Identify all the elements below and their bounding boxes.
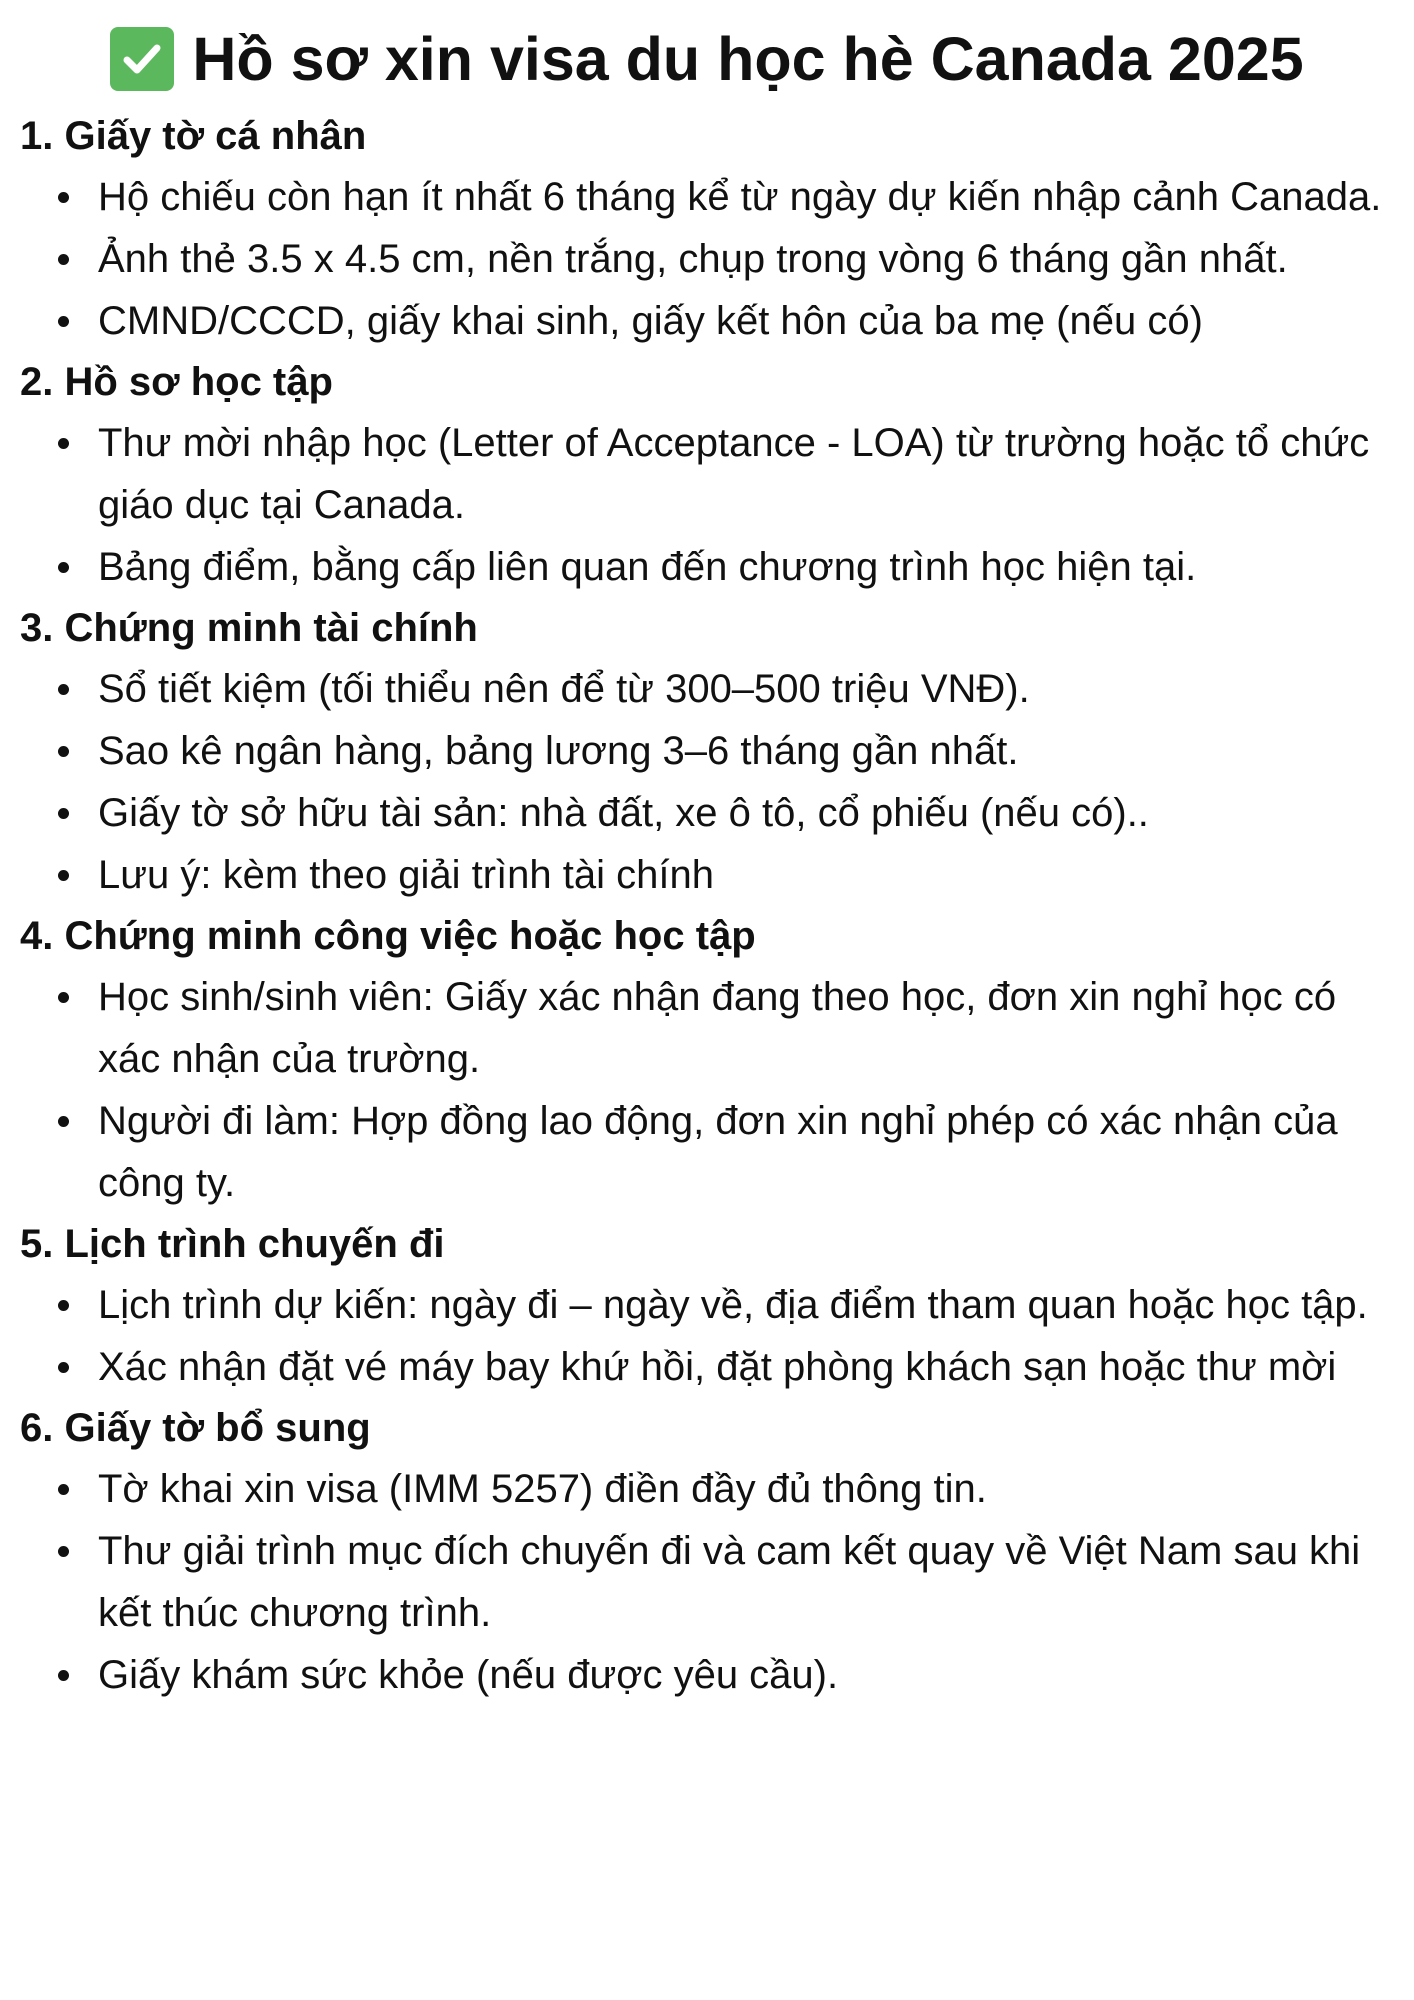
- list-item-text: Thư mời nhập học (Letter of Acceptance - LOA) từ trường hoặc tổ chức giáo dục tại Canada.: [98, 421, 1370, 527]
- bullet-icon: [58, 1484, 69, 1495]
- section-heading: 2. Hồ sơ học tập: [20, 360, 333, 404]
- list-item-text: Ảnh thẻ 3.5 x 4.5 cm, nền trắng, chụp trong vòng 6 tháng gần nhất.: [98, 237, 1288, 281]
- list-item-text: Hộ chiếu còn hạn ít nhất 6 tháng kể từ ngày dự kiến nhập cảnh Canada.: [98, 175, 1382, 219]
- bullet-icon: [58, 1362, 69, 1373]
- list-item-text: Lịch trình dự kiến: ngày đi – ngày về, địa điểm tham quan hoặc học tập.: [98, 1283, 1368, 1327]
- list-item: [20, 166, 1394, 228]
- section-heading: 3. Chứng minh tài chính: [20, 606, 478, 650]
- title-text: Hồ sơ xin visa du học hè Canada 2025: [192, 24, 1304, 93]
- list-item-text: Học sinh/sinh viên: Giấy xác nhận đang theo học, đơn xin nghỉ học có xác nhận của trường.: [98, 975, 1337, 1081]
- list-item-text: Xác nhận đặt vé máy bay khứ hồi, đặt phòng khách sạn hoặc thư mời: [98, 1345, 1337, 1389]
- bullet-icon: [58, 808, 69, 819]
- bullet-icon: [58, 1300, 69, 1311]
- section-heading: 1. Giấy tờ cá nhân: [20, 114, 367, 158]
- list-item-text: Sổ tiết kiệm (tối thiểu nên để từ 300–500 triệu VNĐ).: [98, 667, 1030, 711]
- check-mark-button-icon: [110, 27, 174, 91]
- bullet-list: [20, 1274, 1394, 1398]
- section: [20, 906, 1394, 1214]
- list-item: [20, 966, 1394, 1090]
- list-item-text: Sao kê ngân hàng, bảng lương 3–6 tháng gần nhất.: [98, 729, 1019, 773]
- section-heading: 4. Chứng minh công việc hoặc học tập: [20, 914, 756, 958]
- page-title: [20, 12, 1394, 106]
- list-item: [20, 1458, 1394, 1520]
- bullet-list: [20, 412, 1394, 598]
- bullet-icon: [58, 746, 69, 757]
- list-item: [20, 1274, 1394, 1336]
- bullet-list: [20, 966, 1394, 1214]
- list-item-text: Người đi làm: Hợp đồng lao động, đơn xin nghỉ phép có xác nhận của công ty.: [98, 1099, 1338, 1205]
- list-item: [20, 290, 1394, 352]
- section: [20, 1214, 1394, 1398]
- bullet-icon: [58, 1670, 69, 1681]
- bullet-list: [20, 166, 1394, 352]
- list-item: [20, 658, 1394, 720]
- list-item-text: Giấy tờ sở hữu tài sản: nhà đất, xe ô tô, cổ phiếu (nếu có)..: [98, 791, 1149, 835]
- bullet-icon: [58, 192, 69, 203]
- list-item-text: Thư giải trình mục đích chuyến đi và cam kết quay về Việt Nam sau khi kết thúc chương trình.: [98, 1529, 1361, 1635]
- bullet-icon: [58, 992, 69, 1003]
- list-item-text: Lưu ý: kèm theo giải trình tài chính: [98, 853, 714, 897]
- list-item: [20, 228, 1394, 290]
- bullet-icon: [58, 1116, 69, 1127]
- bullet-icon: [58, 1546, 69, 1557]
- list-item: [20, 1336, 1394, 1398]
- section: [20, 352, 1394, 598]
- list-item-text: Giấy khám sức khỏe (nếu được yêu cầu).: [98, 1653, 839, 1697]
- bullet-list: [20, 1458, 1394, 1706]
- list-item-text: Tờ khai xin visa (IMM 5257) điền đầy đủ thông tin.: [98, 1467, 987, 1511]
- bullet-icon: [58, 684, 69, 695]
- list-item: [20, 1644, 1394, 1706]
- bullet-list: [20, 658, 1394, 906]
- section: [20, 598, 1394, 906]
- list-item: [20, 782, 1394, 844]
- section-heading: 6. Giấy tờ bổ sung: [20, 1406, 371, 1450]
- sections-container: [20, 106, 1394, 1706]
- bullet-icon: [58, 316, 69, 327]
- section: [20, 106, 1394, 352]
- list-item-text: CMND/CCCD, giấy khai sinh, giấy kết hôn của ba mẹ (nếu có): [98, 299, 1203, 343]
- list-item: [20, 720, 1394, 782]
- list-item: [20, 1090, 1394, 1214]
- list-item-text: Bảng điểm, bằng cấp liên quan đến chương trình học hiện tại.: [98, 545, 1197, 589]
- bullet-icon: [58, 562, 69, 573]
- list-item: [20, 536, 1394, 598]
- bullet-icon: [58, 254, 69, 265]
- section-heading: 5. Lịch trình chuyến đi: [20, 1222, 445, 1266]
- list-item: [20, 844, 1394, 906]
- section: [20, 1398, 1394, 1706]
- list-item: [20, 1520, 1394, 1644]
- list-item: [20, 412, 1394, 536]
- bullet-icon: [58, 438, 69, 449]
- bullet-icon: [58, 870, 69, 881]
